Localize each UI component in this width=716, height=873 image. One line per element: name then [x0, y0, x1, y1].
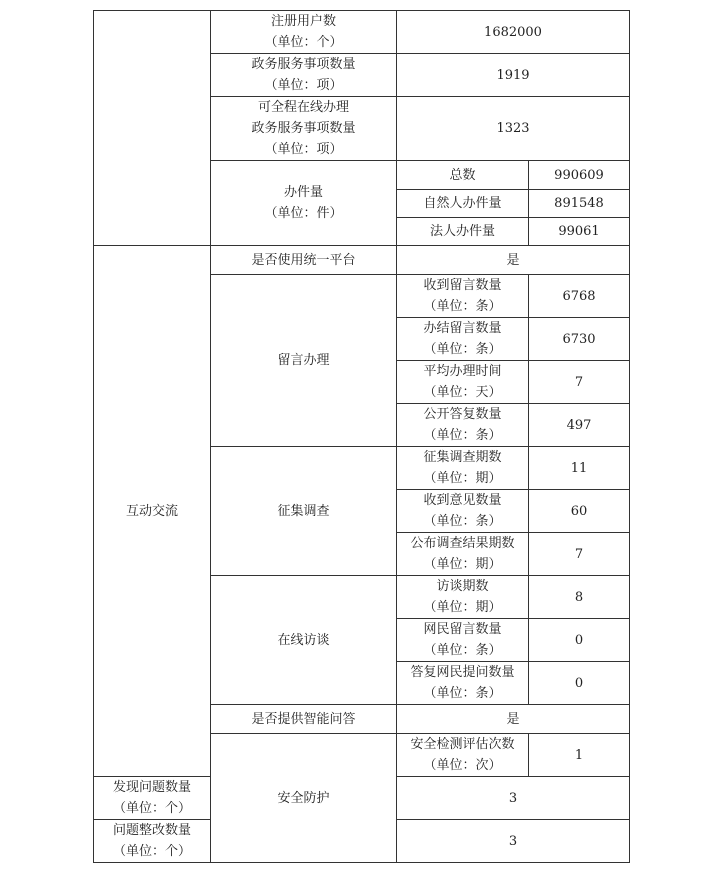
survey-opinions-value: 60 [529, 490, 630, 533]
interview-periods-label: 访谈期数 （单位：期） [397, 576, 529, 619]
section-interaction-label: 互动交流 [94, 246, 211, 777]
volume-total-value: 990609 [529, 161, 630, 190]
messages-avg-time-label: 平均办理时间 （单位：天） [397, 361, 529, 404]
messages-closed-value: 6730 [529, 318, 630, 361]
messages-received-value: 6768 [529, 275, 630, 318]
table-row [94, 246, 630, 275]
interview-messages-value: 0 [529, 619, 630, 662]
survey-results-value: 7 [529, 533, 630, 576]
unified-platform-value: 是 [397, 246, 630, 275]
interview-group-label: 在线访谈 [211, 576, 397, 705]
section-cell-blank [94, 11, 211, 246]
survey-group-label: 征集调查 [211, 447, 397, 576]
security-issues-found-value: 3 [397, 777, 630, 820]
survey-results-label: 公布调查结果期数 （单位：期） [397, 533, 529, 576]
interview-replies-label: 答复网民提问数量 （单位：条） [397, 662, 529, 705]
security-issues-fixed-value: 3 [397, 820, 630, 863]
survey-periods-value: 11 [529, 447, 630, 490]
interview-messages-label: 网民留言数量 （单位：条） [397, 619, 529, 662]
messages-public-replies-label: 公开答复数量 （单位：条） [397, 404, 529, 447]
service-items-value: 1919 [397, 54, 630, 97]
online-items-value: 1323 [397, 97, 630, 161]
volume-natural-person-value: 891548 [529, 190, 630, 218]
security-checks-value: 1 [529, 734, 630, 777]
volume-natural-person-label: 自然人办件量 [397, 190, 529, 218]
security-issues-found-label: 发现问题数量 （单位：个） [94, 777, 211, 820]
messages-closed-label: 办结留言数量 （单位：条） [397, 318, 529, 361]
security-issues-fixed-label: 问题整改数量 （单位：个） [94, 820, 211, 863]
registered-users-label: 注册用户数 （单位：个） [211, 11, 397, 54]
security-checks-label: 安全检测评估次数 （单位：次） [397, 734, 529, 777]
online-items-label: 可全程在线办理 政务服务事项数量 （单位：项） [211, 97, 397, 161]
volume-label: 办件量 （单位：件） [211, 161, 397, 246]
volume-legal-person-value: 99061 [529, 218, 630, 246]
volume-legal-person-label: 法人办件量 [397, 218, 529, 246]
survey-opinions-label: 收到意见数量 （单位：条） [397, 490, 529, 533]
interview-replies-value: 0 [529, 662, 630, 705]
table-row [94, 11, 630, 54]
messages-avg-time-value: 7 [529, 361, 630, 404]
interview-periods-value: 8 [529, 576, 630, 619]
service-items-label: 政务服务事项数量 （单位：项） [211, 54, 397, 97]
messages-group-label: 留言办理 [211, 275, 397, 447]
smart-qa-label: 是否提供智能问答 [211, 705, 397, 734]
unified-platform-label: 是否使用统一平台 [211, 246, 397, 275]
messages-received-label: 收到留言数量 （单位：条） [397, 275, 529, 318]
registered-users-value: 1682000 [397, 11, 630, 54]
smart-qa-value: 是 [397, 705, 630, 734]
section-security-label: 安全防护 [211, 734, 397, 863]
volume-total-label: 总数 [397, 161, 529, 190]
survey-periods-label: 征集调查期数 （单位：期） [397, 447, 529, 490]
messages-public-replies-value: 497 [529, 404, 630, 447]
statistics-table [93, 10, 630, 863]
